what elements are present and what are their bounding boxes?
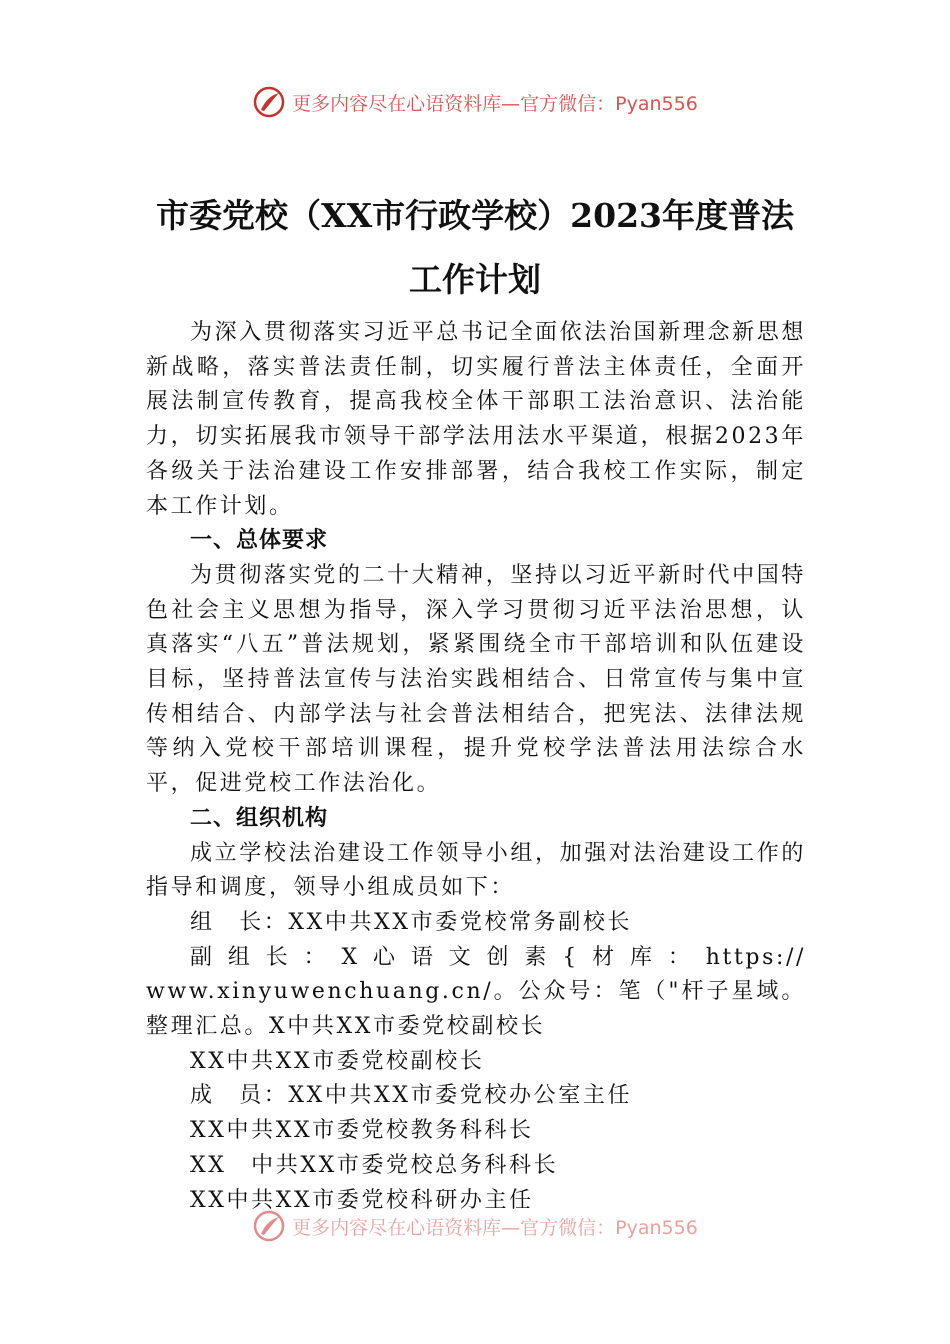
brush-logo-icon <box>252 85 286 119</box>
document-title-line2: 工作计划 <box>409 260 541 299</box>
document-body <box>146 316 806 1218</box>
section-heading-1: 一、总体要求 <box>190 528 329 554</box>
watermark-banner-top <box>0 82 950 122</box>
leader-line: 组 长：XX中共XX市委党校常务副校长 <box>190 909 633 935</box>
member-line-1: 成 员：XX中共XX市委党校办公室主任 <box>190 1083 633 1109</box>
member-line-4: XX中共XX市委党校科研办主任 <box>190 1187 534 1213</box>
body-paragraph-2: 成立学校法治建设工作领导小组，加强对法治建设工作的指导和调度，领导小组成员如下： <box>146 840 806 901</box>
watermark-banner-bottom <box>0 1206 950 1246</box>
section-heading-2: 二、组织机构 <box>190 805 329 831</box>
member-line-2: XX中共XX市委党校教务科科长 <box>190 1118 534 1144</box>
document-title-line1: 市委党校（XX市行政学校）2023年度普法 <box>155 196 795 235</box>
deputy-line-1: 副组长：X心语文创素{材库：https:// <box>190 944 806 970</box>
deputy-line-2: www.xinyuwenchuang.cn/。公众号：笔（"杆子星域。整理汇总。X中共XX市委党校副校长 <box>146 979 806 1040</box>
deputy-2-line: XX中共XX市委党校副校长 <box>190 1048 485 1074</box>
intro-paragraph: 为深入贯彻落实习近平总书记全面依法治国新理念新思想新战略，落实普法责任制，切实履行普法主体责任，全面开展法制宣传教育，提高我校全体干部职工法治意识、法治能力，切实拓展我市领导干部学法用法水平渠道，根据2023年各级关于法治建设工作安排部署，结合我校工作实际，制定本工作计划。 <box>146 320 806 519</box>
watermark-text: 更多内容尽在心语资料库—官方微信：Pyan556 <box>292 92 698 115</box>
body-paragraph-1: 为贯彻落实党的二十大精神，坚持以习近平新时代中国特色社会主义思想为指导，深入学习贯彻习近平法治思想，认真落实“八五”普法规划，紧紧围绕全市干部培训和队伍建设目标，坚持普法宣传与法治实践相结合、日常宣传与集中宣传相结合、内部学法与社会普法相结合，把宪法、法律法规等纳入党校干部培训课程，提升党校学法普法用法综合水平，促进党校工作法治化。 <box>146 562 806 797</box>
watermark-text: 更多内容尽在心语资料库—官方微信：Pyan556 <box>292 1216 698 1239</box>
brush-logo-icon <box>252 1209 286 1243</box>
member-line-3: XX 中共XX市委党校总务科科长 <box>190 1152 559 1178</box>
